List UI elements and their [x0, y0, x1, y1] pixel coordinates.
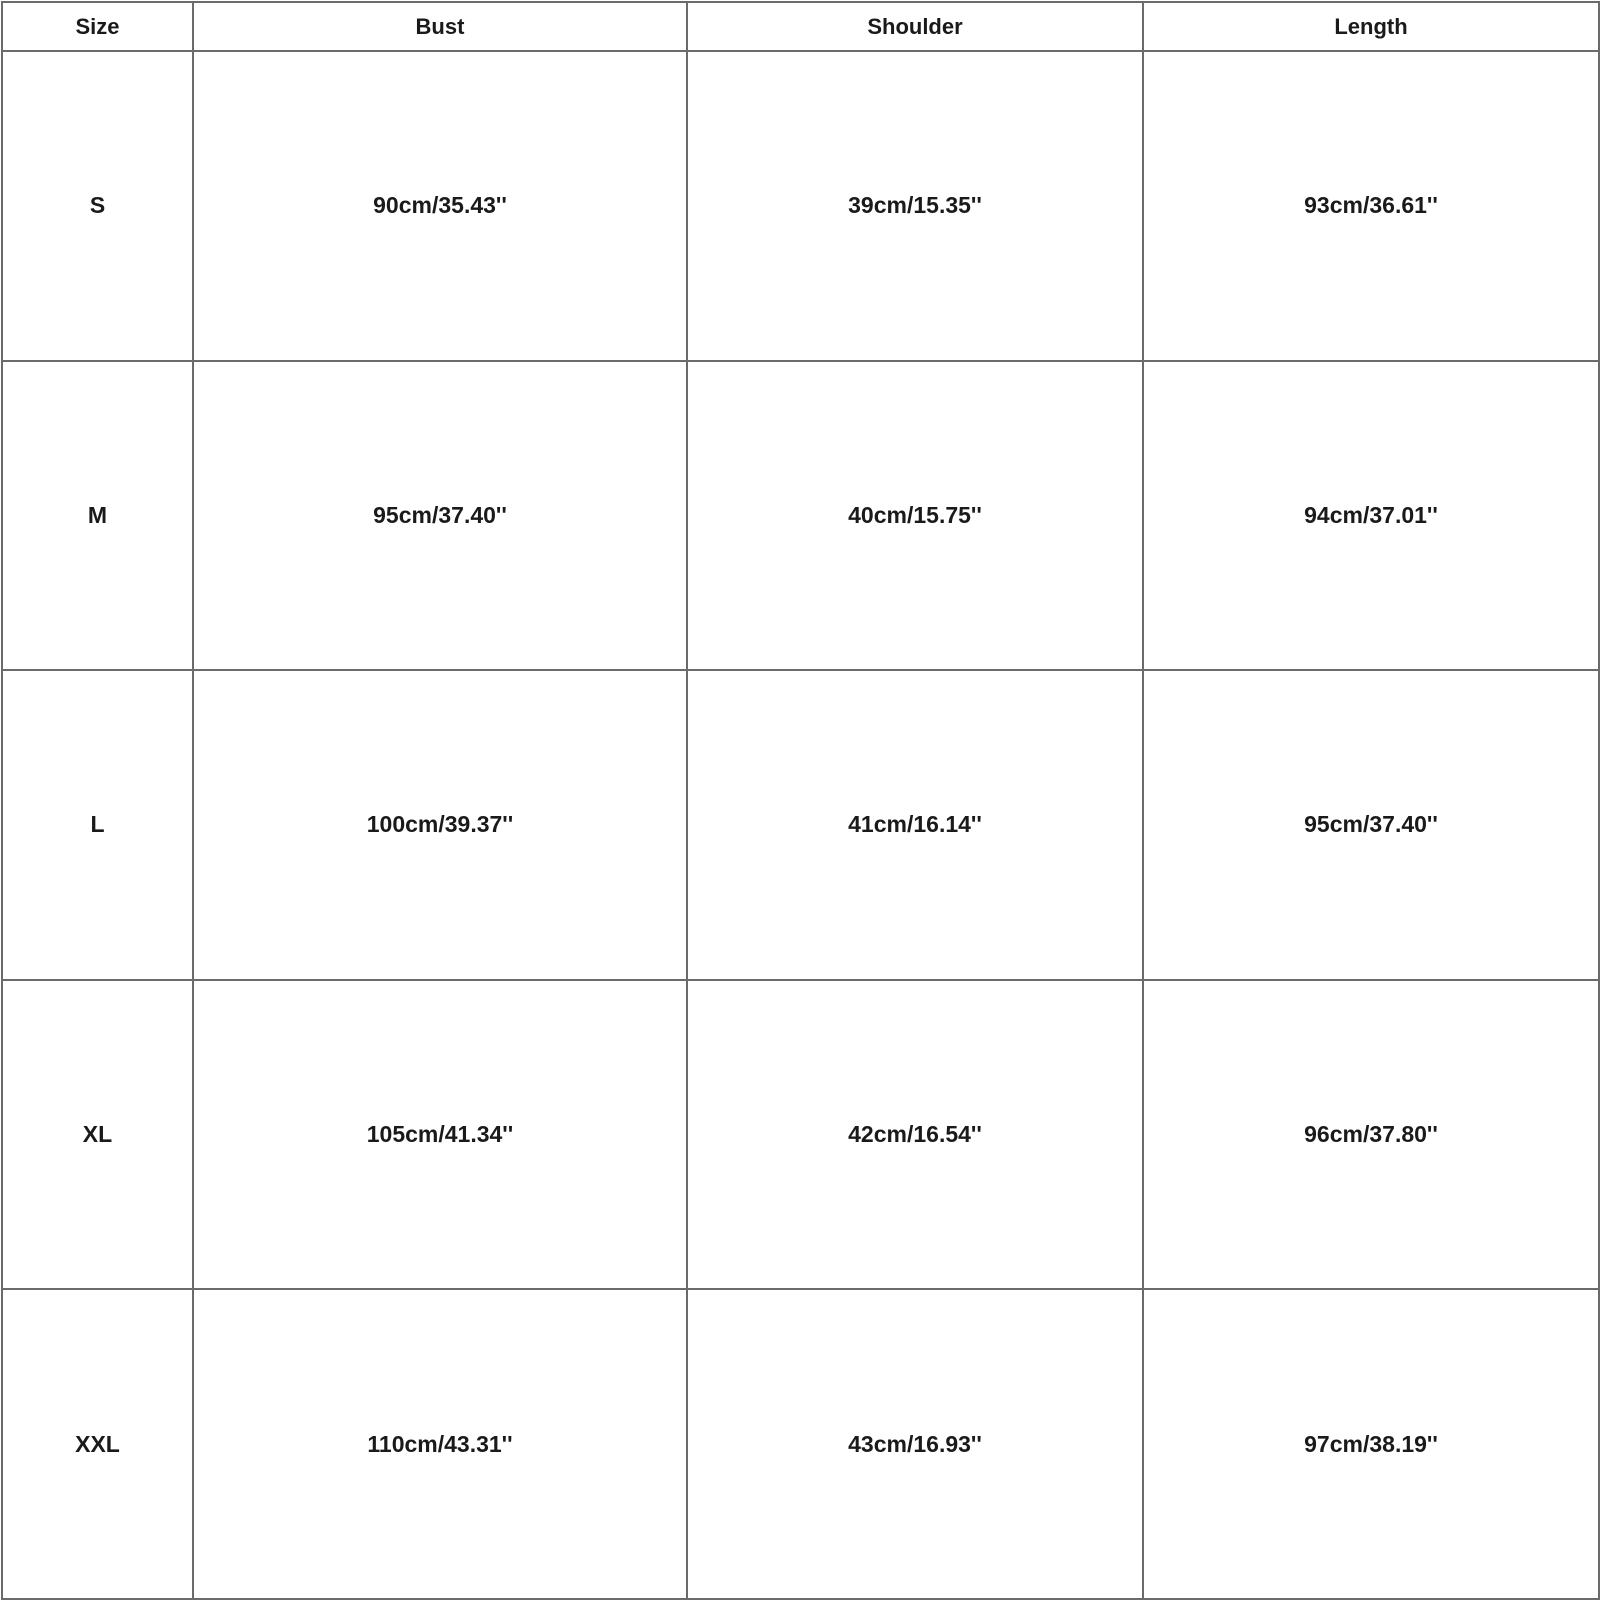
size-cell: L [2, 670, 193, 980]
table-row [2, 670, 1599, 980]
shoulder-cell: 39cm/15.35'' [687, 51, 1143, 361]
bust-cell: 100cm/39.37'' [193, 670, 687, 980]
bust-cell: 110cm/43.31'' [193, 1289, 687, 1599]
table-body [2, 51, 1599, 1599]
length-cell: 95cm/37.40'' [1143, 670, 1599, 980]
length-cell: 96cm/37.80'' [1143, 980, 1599, 1290]
table-row [2, 1289, 1599, 1599]
length-cell: 93cm/36.61'' [1143, 51, 1599, 361]
shoulder-cell: 41cm/16.14'' [687, 670, 1143, 980]
size-cell: XXL [2, 1289, 193, 1599]
length-cell: 97cm/38.19'' [1143, 1289, 1599, 1599]
table-row [2, 51, 1599, 361]
size-cell: S [2, 51, 193, 361]
header-shoulder: Shoulder [687, 2, 1143, 51]
shoulder-cell: 40cm/15.75'' [687, 361, 1143, 671]
shoulder-cell: 43cm/16.93'' [687, 1289, 1143, 1599]
bust-cell: 95cm/37.40'' [193, 361, 687, 671]
bust-cell: 105cm/41.34'' [193, 980, 687, 1290]
table-row [2, 361, 1599, 671]
table-row [2, 980, 1599, 1290]
length-cell: 94cm/37.01'' [1143, 361, 1599, 671]
header-bust: Bust [193, 2, 687, 51]
header-size: Size [2, 2, 193, 51]
header-length: Length [1143, 2, 1599, 51]
header-row [2, 2, 1599, 51]
bust-cell: 90cm/35.43'' [193, 51, 687, 361]
size-cell: XL [2, 980, 193, 1290]
size-chart-table [1, 1, 1600, 1600]
shoulder-cell: 42cm/16.54'' [687, 980, 1143, 1290]
size-cell: M [2, 361, 193, 671]
table-header [2, 2, 1599, 51]
